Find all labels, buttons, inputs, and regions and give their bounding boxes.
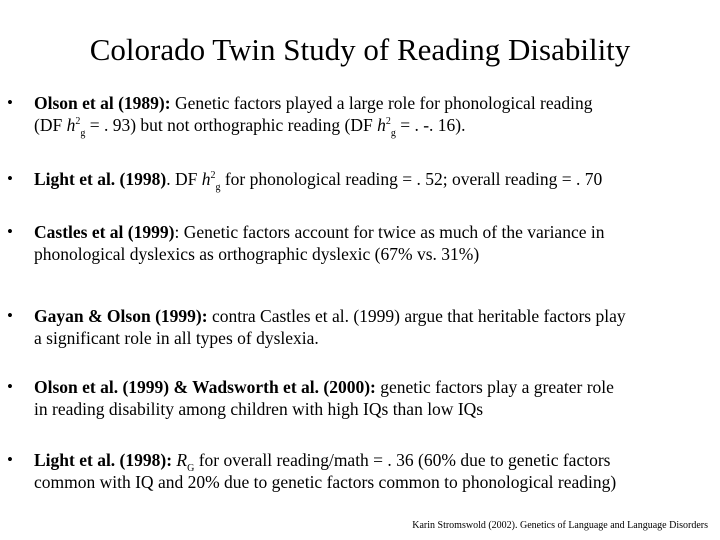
bullet-line-2: a significant role in all types of dyslexia. (34, 328, 319, 348)
heritability-symbol: h (377, 115, 386, 135)
bullet-text (34, 221, 720, 265)
bullet-text (34, 92, 720, 139)
bullet-line-1 (34, 376, 720, 398)
footer-citation: Karin Stromswold (2002). Genetics of Language and Language Disorders (412, 520, 708, 531)
bullet-body: : Genetic factors account for twice as much of the variance in (174, 222, 605, 242)
bullet-text (34, 449, 720, 493)
bullet-line-1 (34, 221, 720, 243)
bullet-line-1 (34, 305, 720, 327)
bullet-line-1 (34, 168, 720, 193)
subscript: g (390, 128, 396, 139)
superscript: 2 (385, 116, 391, 127)
subscript: G (187, 463, 195, 474)
bullet-body: genetic factors play a greater role (375, 377, 614, 397)
bullet-body: for overall reading/math = . 36 (60% due to genetic factors (194, 450, 611, 470)
subscript: g (80, 128, 86, 139)
citation: Light et al. (1998) (34, 169, 167, 189)
text-fragment: = . -. 16). (395, 115, 466, 135)
slide-title: Colorado Twin Study of Reading Disability (89, 32, 631, 67)
citation: Castles et al (1999) (34, 222, 175, 242)
bullet-icon: • (7, 450, 13, 469)
bullet-icon: • (7, 222, 13, 241)
bullet-text (34, 376, 720, 420)
bullet-line-1 (34, 92, 720, 114)
subscript: g (215, 182, 221, 193)
heritability-symbol: h (201, 169, 211, 189)
text-fragment: . DF (166, 169, 202, 189)
bullet-body: contra Castles et al. (1999) argue that heritable factors play (207, 306, 626, 326)
text-fragment: = . 93) but not orthographic reading (DF (85, 115, 378, 135)
citation: Gayan & Olson (1999): (34, 306, 208, 326)
citation: Olson et al (1989): (34, 93, 171, 113)
genetic-correlation-symbol: R (172, 450, 188, 470)
bullet-icon: • (7, 169, 13, 188)
bullet-icon: • (7, 377, 13, 396)
bullet-line-2 (34, 114, 720, 139)
superscript: 2 (210, 170, 216, 181)
bullet-icon: • (7, 93, 13, 112)
bullet-line-2: phonological dyslexics as orthographic dyslexic (67% vs. 31%) (34, 244, 480, 264)
bullet-line-1 (34, 449, 720, 474)
bullet-icon: • (7, 306, 13, 325)
citation: Light et al. (1998): (34, 450, 173, 470)
heritability-symbol: h (66, 115, 76, 135)
bullet-text (34, 168, 720, 193)
bullet-line-2: common with IQ and 20% due to genetic factors common to phonological reading) (34, 472, 617, 492)
bullet-text (34, 305, 720, 349)
bullet-body: Genetic factors played a large role for phonological reading (170, 93, 593, 113)
superscript: 2 (75, 116, 81, 127)
text-fragment: (DF (34, 115, 67, 135)
citation: Olson et al. (1999) & Wadsworth et al. (2000): (34, 377, 376, 397)
text-fragment: for phonological reading = . 52; overall reading = . 70 (220, 169, 603, 189)
bullet-line-2: in reading disability among children with high IQs than low IQs (34, 399, 484, 419)
